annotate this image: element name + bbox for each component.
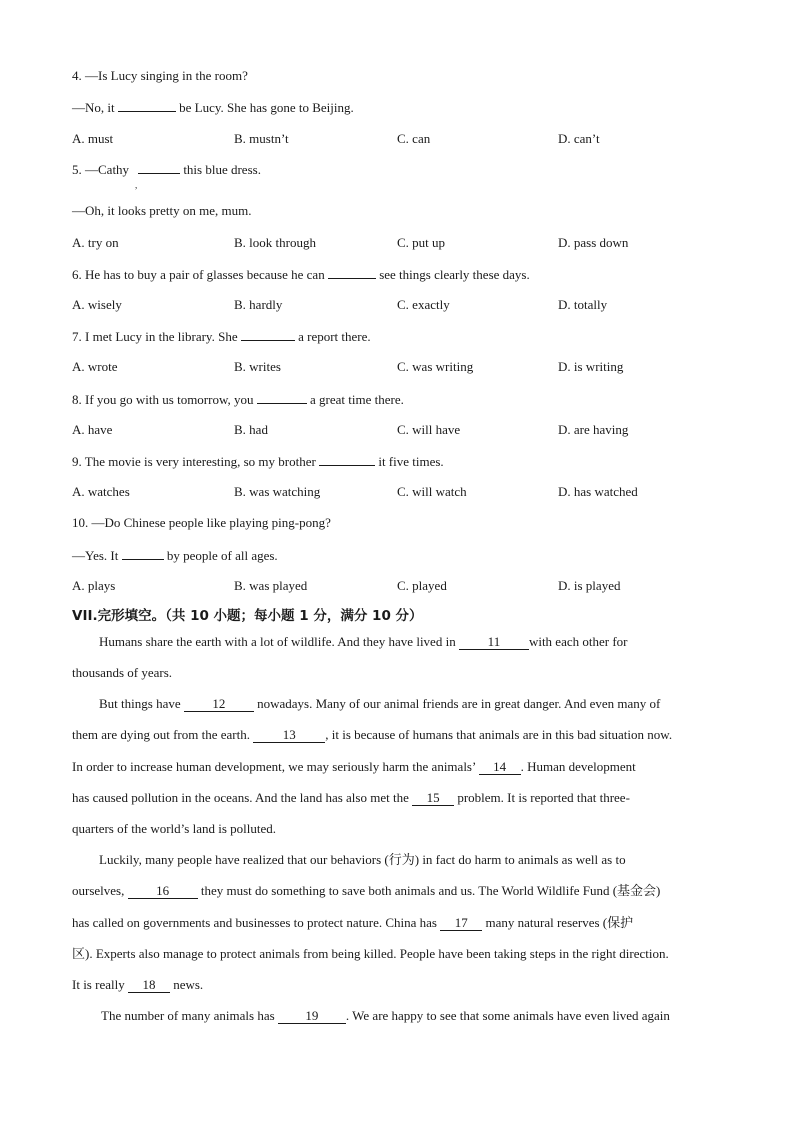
passage-line: 区). Experts also manage to protect animals from being killed. People have been taking steps in the right direction. — [72, 946, 669, 961]
question-text: a great time there. — [306, 392, 404, 407]
option-d[interactable]: D. can’t — [558, 131, 600, 146]
cloze-blank-14[interactable]: 14 — [479, 759, 521, 775]
question-text: 10. —Do Chinese people like playing ping-pong? — [72, 515, 331, 530]
option-c[interactable]: C. played — [397, 578, 447, 593]
question-10-answer — [72, 547, 278, 564]
option-d[interactable]: D. has watched — [558, 484, 638, 499]
answer-text: —No, it — [72, 100, 118, 115]
passage-line: It is really 18 news. — [72, 977, 204, 992]
option-d[interactable]: D. is played — [558, 578, 621, 593]
option-d[interactable]: D. are having — [558, 422, 629, 437]
question-text: see things clearly these days. — [375, 267, 530, 282]
answer-blank[interactable] — [319, 453, 375, 466]
option-b[interactable]: B. writes — [234, 359, 281, 374]
question-4-answer — [72, 99, 354, 116]
passage-line: ourselves, 16 they must do something to save both animals and us. The World Wildlife Fund (基金会) — [72, 883, 661, 898]
option-b[interactable]: B. hardly — [234, 297, 283, 312]
passage-line: Luckily, many people have realized that our behaviors (行为) in fact do harm to animals as well as to — [99, 852, 626, 867]
cloze-blank-17[interactable]: 17 — [440, 915, 482, 931]
passage-line: them are dying out from the earth. 13 , it is because of humans that animals are in this bad situation now. — [72, 727, 673, 742]
question-4-text — [72, 68, 248, 84]
question-text: 4. —Is Lucy singing in the room? — [72, 68, 248, 83]
section-title: VII.完形填空。（共 10 小题；每小题 1 分，满分 10 分） — [72, 608, 423, 624]
answer-text: —Oh, it looks pretty on me, mum. — [72, 203, 252, 218]
answer-blank[interactable] — [328, 266, 376, 279]
passage-line: has called on governments and businesses to protect nature. China has 17 many natural reserves (保护 — [72, 915, 634, 930]
option-b[interactable]: B. was watching — [234, 484, 321, 499]
option-c[interactable]: C. will watch — [397, 484, 467, 499]
option-a[interactable]: A. plays — [72, 578, 116, 593]
question-text: 5. —Cathy — [72, 162, 130, 177]
question-7-text — [72, 328, 371, 345]
option-a[interactable]: A. must — [72, 131, 114, 146]
question-text: 7. I met Lucy in the library. She — [72, 329, 241, 344]
passage-line: quarters of the world’s land is polluted. — [72, 821, 276, 836]
cloze-blank-11[interactable]: 11 — [459, 634, 529, 650]
comma-mark: , — [135, 180, 138, 190]
option-c[interactable]: C. put up — [397, 235, 446, 250]
question-text: 8. If you go with us tomorrow, you — [72, 392, 257, 407]
option-d[interactable]: D. is writing — [558, 359, 624, 374]
option-a[interactable]: A. watches — [72, 484, 130, 499]
passage-line: thousands of years. — [72, 665, 173, 680]
question-text: this blue dress. — [180, 162, 261, 177]
answer-text: be Lucy. She has gone to Beijing. — [175, 100, 354, 115]
passage-line: Humans share the earth with a lot of wildlife. And they have lived in 11 with each other for — [99, 634, 628, 649]
question-text: 9. The movie is very interesting, so my brother — [72, 454, 320, 469]
answer-blank[interactable] — [118, 99, 176, 112]
question-5-answer — [72, 203, 251, 219]
option-c[interactable]: C. exactly — [397, 297, 450, 312]
option-b[interactable]: B. was played — [234, 578, 308, 593]
answer-blank[interactable] — [122, 547, 164, 560]
answer-text: —Yes. It — [72, 548, 122, 563]
option-d[interactable]: D. totally — [558, 297, 608, 312]
cloze-blank-19[interactable]: 19 — [278, 1008, 346, 1024]
question-text: it five times. — [375, 454, 444, 469]
option-a[interactable]: A. wisely — [72, 297, 122, 312]
question-text: a report there. — [294, 329, 371, 344]
cloze-blank-18[interactable]: 18 — [128, 977, 170, 993]
question-9-text — [72, 453, 444, 470]
option-b[interactable]: B. had — [234, 422, 268, 437]
question-10-text — [72, 515, 331, 531]
cloze-blank-15[interactable]: 15 — [412, 790, 454, 806]
answer-blank[interactable] — [241, 328, 295, 341]
option-a[interactable]: A. try on — [72, 235, 119, 250]
answer-text: by people of all ages. — [163, 548, 278, 563]
option-a[interactable]: A. wrote — [72, 359, 118, 374]
option-d[interactable]: D. pass down — [558, 235, 629, 250]
question-8-text — [72, 391, 404, 408]
option-c[interactable]: C. can — [397, 131, 431, 146]
option-a[interactable]: A. have — [72, 422, 113, 437]
passage-line: The number of many animals has 19 . We are happy to see that some animals have even lived again — [101, 1008, 670, 1023]
answer-blank[interactable] — [138, 161, 180, 174]
answer-blank[interactable] — [257, 391, 307, 404]
passage-line: In order to increase human development, we may seriously harm the animals’ 14 . Human development — [72, 759, 636, 774]
passage-line: But things have 12 nowadays. Many of our animal friends are in great danger. And even many of — [99, 696, 661, 711]
option-c[interactable]: C. was writing — [397, 359, 474, 374]
cloze-blank-12[interactable]: 12 — [184, 696, 254, 712]
question-6-text — [72, 266, 530, 283]
question-text: 6. He has to buy a pair of glasses because he can — [72, 267, 328, 282]
option-b[interactable]: B. mustn’t — [234, 131, 289, 146]
cloze-blank-13[interactable]: 13 — [253, 727, 325, 743]
cloze-blank-16[interactable]: 16 — [128, 883, 198, 899]
passage-line: has caused pollution in the oceans. And the land has also met the 15 problem. It is reported that three- — [72, 790, 630, 805]
option-b[interactable]: B. look through — [234, 235, 316, 250]
option-c[interactable]: C. will have — [397, 422, 461, 437]
question-5-text — [72, 161, 261, 178]
